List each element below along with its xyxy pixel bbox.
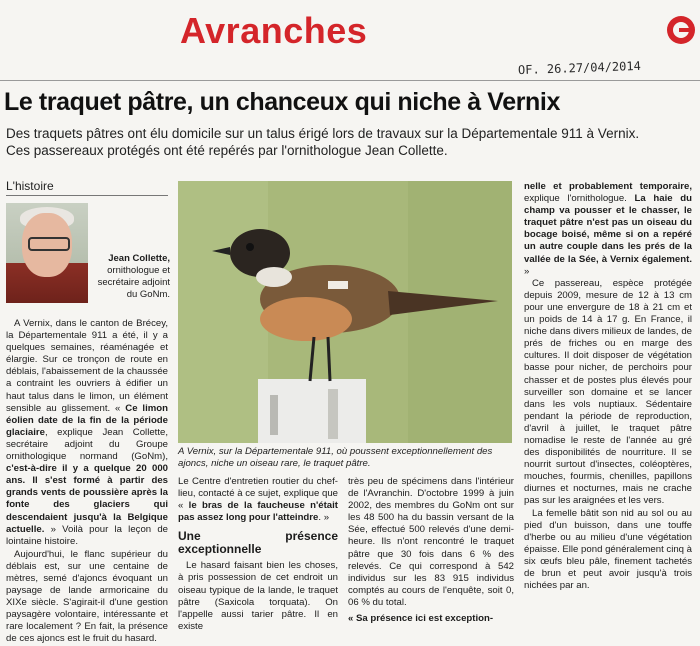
header-divider (0, 80, 700, 81)
right-paragraph-1 (524, 181, 692, 278)
newspaper-logo-icon (667, 16, 695, 44)
masthead-title: Avranches (180, 10, 368, 51)
text-run-bold: La haie du champ va pousser et le chasser, le traquet pâtre n'est pas un oiseau du bocage boisé, même si on a repéré un autre couple dans les prés de la vallée de la Sée, à Vernix également. (524, 193, 692, 265)
section-label: L'histoire (6, 179, 54, 193)
text-run: » (524, 265, 530, 277)
subhead-line-2: Ces passereaux protégés ont été repérés par l'ornithologue Jean Collette. (6, 143, 448, 158)
portrait-caption (92, 253, 170, 301)
masthead (0, 10, 700, 62)
mid2-paragraph-1: très peu de spécimens dans l'intérieur de l'Avranchin. D'octobre 1999 à juin 2002, des membres du GoNm ont sur les 48 500 ha du bassin versant de la Sée, effectué 500 relevés d'une demi-heure. Ils n'ont rencontré le traquet pâtre que 30 fois dans 6 % des relevés. Ce qui correspond à 542 individus sur les 83 915 individus comptés au cours de l'enquête, soit 0, 06 % du total. (348, 476, 514, 608)
middle-column-1 (178, 476, 338, 633)
text-run-bold: c'est-à-dire il y a quelque 20 000 ans. Il s'est formé à partir des grands vents de poussière après la fonte des glaciers qui descendaient jusqu'à la Belgique actuelle. (6, 463, 168, 535)
text-run: explique l'ornithologue. (524, 193, 635, 205)
photo-caption: A Vernix, sur la Départementale 911, où poussent exceptionnellement des ajoncs, niche un oiseau rare, le traquet pâtre. (178, 446, 493, 469)
bird-photo (178, 181, 512, 443)
left-paragraph-2: Aujourd'hui, le flanc supérieur du déblais est, sur une centaine de mètres, semé d'ajoncs évoquant un paysage de lande armoricaine du XIXe siècle. S'agirait-il d'une gestion paysagère volontaire, intéressante et rare localement ? En fait, la présence de ces ajoncs est le fruit du hasard. (6, 548, 168, 645)
portrait-caption-name: Jean Collette, (108, 253, 170, 264)
right-paragraph-2: Ce passereau, espèce protégée depuis 2009, mesure de 12 à 13 cm pour une envergure de 18 à 21 cm et un poids de 14 à 17 g. En France, il niche dans divers milieux de landes, de prés de friches ou en marge des cultures. Il doit disposer de végétation basse pour nicher, de perchoirs pour chasser et de postes plus élevés pour surveiller son domaine et se lancer dans les vols nuptiaux. Sédentaire pendant la période de reproduction, d'avril à juillet, le traquet pâtre nomadise le reste de l'année au gré des disponibilités de nourriture. Il se nourrit surtout d'insectes, coléoptères, mouches, fourmis, chenilles, papillons diurnes et nocturnes, mais ne crache pas sur les araignées et les vers. (524, 277, 692, 507)
subsection-heading: Une présence exceptionnelle (178, 529, 338, 557)
subhead-line-1: Des traquets pâtres ont élu domicile sur un talus érigé lors de travaux sur la Départementale 911 à Vernix. (6, 126, 640, 141)
mid1-paragraph-2: Le hasard faisant bien les choses, à pris possession de cet endroit un oiseau typique de la lande, le traquet pâtre (Saxicola torquata). On l'appelle aussi tarier pâtre. Il en existe (178, 560, 338, 632)
left-column (6, 318, 168, 646)
portrait-caption-role: ornithologue et secrétaire adjoint du GoNm. (97, 265, 170, 300)
portrait-photo (6, 203, 88, 303)
left-paragraph-1 (6, 318, 168, 548)
text-run-bold: le bras de la faucheuse n'était pas assez long pour l'atteindre (178, 500, 338, 524)
article-headline: Le traquet pâtre, un chanceux qui niche à Vernix (4, 88, 560, 116)
portrait-glasses-icon (28, 237, 70, 251)
middle-column-2 (348, 476, 514, 625)
text-run-bold: Ce limon éolien date de la fin de la période glaciaire (6, 402, 168, 438)
text-run: A Vernix, dans le canton de Brécey, la Départementale 911 a été, il y a quelques semaines, réaménagée et élargie. Sur ce tronçon de route en déblais, l'abaissement de la chaussée a contraint les ouvriers à édifier un haut talus dans le limon, un élément sensible au glissement. « (6, 318, 168, 414)
article-subhead (6, 125, 696, 159)
text-run: . » (318, 512, 330, 524)
text-run: Le Centre d'entretien routier du chef-lieu, contacté à ce sujet, explique que « (178, 476, 339, 512)
stonechat-bird-icon (178, 181, 512, 443)
right-paragraph-3: La femelle bâtit son nid au sol ou au pied d'un buisson, dans une touffe d'herbe ou au milieu d'une végétation épaisse. Elle pond généralement cinq à six œufs bleu pâle, finement tachetés de brun et peut avoir jusqu'à trois nichées par an. (524, 507, 693, 592)
text-run: » Voilà pour la leçon de lointaine histoire. (6, 523, 168, 547)
mid2-quote: « Sa présence ici est exception- (348, 613, 494, 625)
text-run: , explique Jean Collette, secrétaire adjoint du Groupe ornithologique normand (GoNm), (6, 426, 168, 463)
section-divider (6, 195, 168, 196)
mid1-paragraph-1 (178, 476, 338, 524)
right-column (524, 181, 692, 592)
text-run-bold: nelle et probablement temporaire, (524, 181, 692, 192)
handwritten-date: OF. 26.27/04/2014 (517, 58, 642, 78)
